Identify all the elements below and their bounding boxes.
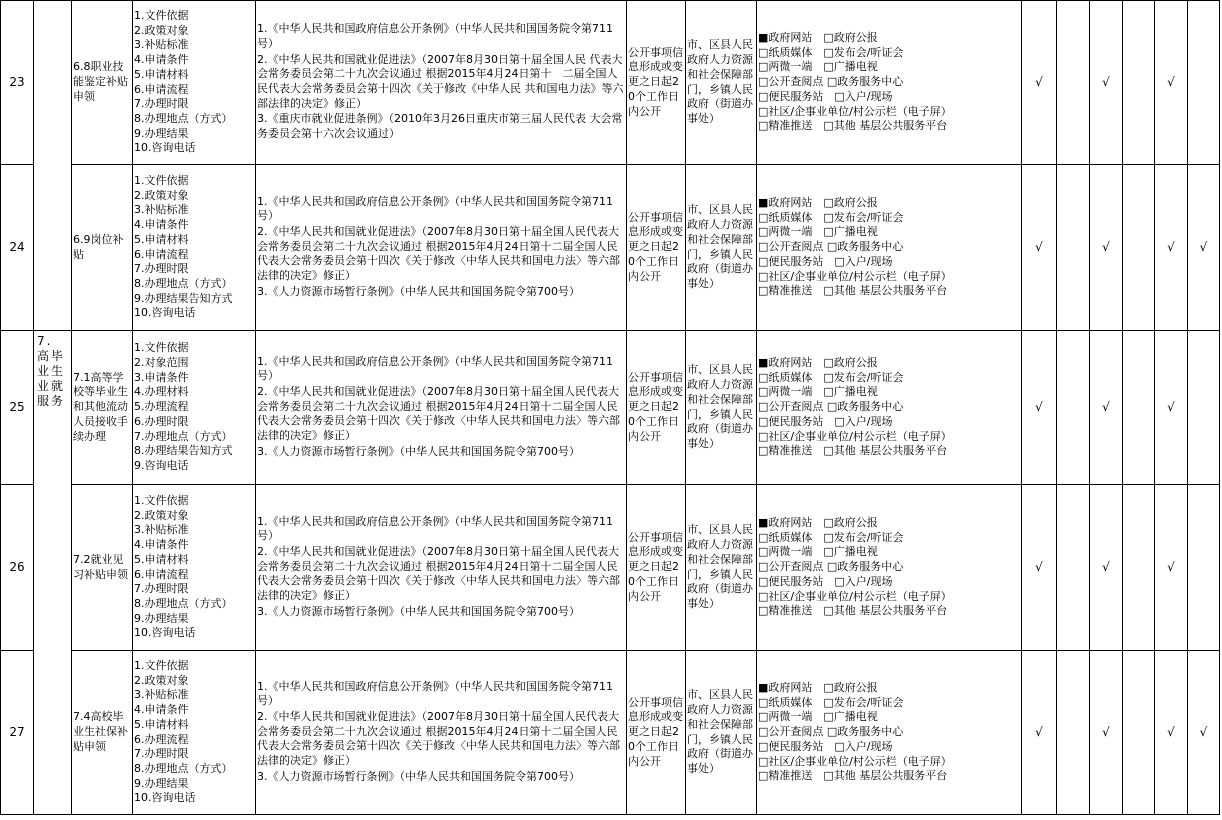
check-mark-cell: √ <box>1155 331 1188 485</box>
element-item: 7.办理时限 <box>134 262 189 276</box>
basis-item: 1.《中华人民共和国政府信息公开条例》（中华人民共和国国务院令第711号） <box>257 194 613 223</box>
disclosure-elements <box>133 1 256 165</box>
element-item: 6.办理时限 <box>134 414 189 428</box>
check-mark-cell: √ <box>1090 165 1123 331</box>
element-item: 1.文件依据 <box>134 658 189 672</box>
element-item: 5.申请材料 <box>134 717 189 731</box>
disclosure-subject <box>686 485 757 651</box>
channel-line: □便民服务站 □入户/现场 <box>758 414 893 428</box>
subject-text: 市、区县人民政府人力资源和社会保障部门，乡镇人民政府（街道办事处） <box>687 523 753 610</box>
element-item: 2.政策对象 <box>134 673 189 687</box>
element-item: 4.申请条件 <box>134 53 189 67</box>
row-number: 25 <box>1 331 34 485</box>
basis-item: 2.《中华人民共和国就业促进法》（2007年8月30日第十届全国人民 代表大会常务委员会第二十九次会议通过 根据2015年4月24日第十 二届全国人民代表大会常务委员会第十四次《关于修改《中华人民 共和国电力法》等六部法律的决定》修正） <box>257 52 624 110</box>
basis-item: 3.《人力资源市场暂行条例》（中华人民共和国国务院令第700号） <box>257 284 580 298</box>
basis-item: 3.《重庆市就业促进条例》（2010年3月26日重庆市第三届人民代表 大会常务委员会第十六次会议通过） <box>257 112 623 141</box>
check-mark-cell: √ <box>1090 331 1123 485</box>
basis-item: 1.《中华人民共和国政府信息公开条例》（中华人民共和国国务院令第711号） <box>257 22 613 50</box>
row-number: 24 <box>1 165 34 331</box>
check-mark-cell <box>1188 331 1220 485</box>
time-limit <box>627 485 686 651</box>
element-item: 2.政策对象 <box>134 508 189 522</box>
element-item: 4.办理材料 <box>134 385 189 399</box>
disclosure-channels <box>757 485 1022 651</box>
disclosure-subject <box>686 331 757 485</box>
check-mark-cell: √ <box>1090 1 1123 165</box>
time-limit-text: 公开事项信息形成或变更之日起20个工作日内公开 <box>628 695 683 768</box>
element-item: 5.申请材料 <box>134 552 189 566</box>
disclosure-basis <box>256 651 627 815</box>
disclosure-elements <box>133 485 256 651</box>
element-item: 8.办理地点（方式） <box>134 276 233 290</box>
disclosure-channels <box>757 1 1022 165</box>
time-limit-text: 公开事项信息形成或变更之日起20个工作日内公开 <box>628 370 683 443</box>
element-item: 1.文件依据 <box>134 341 189 355</box>
basis-item: 3.《人力资源市场暂行条例》（中华人民共和国国务院令第700号） <box>257 444 580 458</box>
check-mark-cell: √ <box>1022 165 1057 331</box>
element-item: 10.咨询电话 <box>134 791 196 805</box>
element-item: 9.办理结果 <box>134 611 189 625</box>
basis-item: 2.《中华人民共和国就业促进法》（2007年8月30日第十届全国人民代表大会常务委员会第二十九次会议通过 根据2015年4月24日第十二届全国人民代表大会常务委员会第十四次《关于修改〈中华人民共和国电力法〉等六部法律的决定》修正） <box>257 544 620 603</box>
element-item: 2.政策对象 <box>134 188 189 202</box>
channel-line: □纸质媒体 □发布会/听证会 <box>758 695 904 709</box>
basis-item: 2.《中华人民共和国就业促进法》（2007年8月30日第十届全国人民代表大会常务委员会第二十九次会议通过 根据2015年4月24日第十二届全国人民代表大会常务委员会第十四次《关于修改〈中华人民共和国电力法〉等六部法律的决定》修正） <box>257 224 620 283</box>
channel-line: □精准推送 □其他 基层公共服务平台 <box>758 444 948 458</box>
category-cell <box>34 331 72 815</box>
table-row <box>1 1 1220 165</box>
check-mark-cell: √ <box>1022 485 1057 651</box>
check-mark-cell: √ <box>1188 651 1220 815</box>
basis-item: 2.《中华人民共和国就业促进法》（2007年8月30日第十届全国人民代表大会常务委员会第二十九次会议通过 根据2015年4月24日第十二届全国人民代表大会常务委员会第十四次《关于修改〈中华人民共和国电力法〉等六部法律的决定》修正） <box>257 384 620 443</box>
element-item: 2.对象范围 <box>134 356 189 370</box>
check-mark-cell: √ <box>1155 651 1188 815</box>
element-item: 5.办理流程 <box>134 400 189 414</box>
element-item: 6.申请流程 <box>134 82 189 96</box>
disclosure-subject <box>686 165 757 331</box>
channel-line: □便民服务站 □入户/现场 <box>758 739 893 753</box>
time-limit-text: 公开事项信息形成或变更之日起20个工作日内公开 <box>628 530 683 603</box>
disclosure-elements <box>133 331 256 485</box>
time-limit <box>627 165 686 331</box>
item-name <box>72 165 133 331</box>
check-mark-cell <box>1057 651 1090 815</box>
basis-item: 1.《中华人民共和国政府信息公开条例》（中华人民共和国国务院令第711号） <box>257 354 613 383</box>
disclosure-channels <box>757 331 1022 485</box>
element-item: 3.补贴标准 <box>134 38 189 52</box>
row-number: 27 <box>1 651 34 815</box>
time-limit-text: 公开事项信息形成或变更之日起20个工作日内公开 <box>628 45 683 118</box>
channel-line: □公开查阅点 □政务服务中心 <box>758 560 904 574</box>
channel-line: □社区/企事业单位/村公示栏（电子屏） <box>758 104 952 118</box>
subject-text: 市、区县人民政府人力资源和社会保障部门，乡镇人民政府（街道办事处） <box>687 688 753 775</box>
check-mark-cell <box>1123 165 1155 331</box>
channel-line: ■政府网站 □政府公报 <box>758 681 878 695</box>
basis-item: 2.《中华人民共和国就业促进法》（2007年8月30日第十届全国人民代表大会常务委员会第二十九次会议通过 根据2015年4月24日第十二届全国人民代表大会常务委员会第十四次《关于修改〈中华人民共和国电力法〉等六部法律的决定》修正） <box>257 709 620 768</box>
channel-line: □社区/企事业单位/村公示栏（电子屏） <box>758 269 952 283</box>
element-item: 10.咨询电话 <box>134 626 196 640</box>
disclosure-elements <box>133 165 256 331</box>
category-cell-upper <box>34 1 72 331</box>
check-mark-cell <box>1188 485 1220 651</box>
table-row <box>1 331 1220 485</box>
disclosure-basis <box>256 165 627 331</box>
element-item: 6.办理流程 <box>134 732 189 746</box>
row-number: 26 <box>1 485 34 651</box>
channel-line: □两微一端 □广播电视 <box>758 385 878 399</box>
time-limit-text: 公开事项信息形成或变更之日起20个工作日内公开 <box>628 210 683 283</box>
channel-line: □公开查阅点 □政务服务中心 <box>758 725 904 739</box>
disclosure-channels <box>757 651 1022 815</box>
element-item: 9.办理结果 <box>134 776 189 790</box>
check-mark-cell: √ <box>1155 485 1188 651</box>
table-row <box>1 485 1220 651</box>
subject-text: 市、区县人民政府人力资源和社会保障部门，乡镇人民政府（街道办事处） <box>687 38 753 125</box>
check-mark-cell: √ <box>1022 1 1057 165</box>
element-item: 8.办理地点（方式） <box>134 596 233 610</box>
element-item: 3.补贴标准 <box>134 203 189 217</box>
channel-line: □社区/企事业单位/村公示栏（电子屏） <box>758 589 952 603</box>
disclosure-basis <box>256 1 627 165</box>
element-item: 10.咨询电话 <box>134 141 196 155</box>
channel-line: □便民服务站 □入户/现场 <box>758 574 893 588</box>
check-mark-cell <box>1057 485 1090 651</box>
channel-line: □纸质媒体 □发布会/听证会 <box>758 370 904 384</box>
time-limit <box>627 331 686 485</box>
time-limit <box>627 1 686 165</box>
check-mark-cell <box>1057 165 1090 331</box>
channel-line: □便民服务站 □入户/现场 <box>758 89 893 103</box>
element-item: 1.文件依据 <box>134 173 189 187</box>
channel-line: □两微一端 □广播电视 <box>758 545 878 559</box>
check-mark-cell: √ <box>1022 651 1057 815</box>
channel-line: □纸质媒体 □发布会/听证会 <box>758 210 904 224</box>
element-item: 1.文件依据 <box>134 493 189 507</box>
time-limit <box>627 651 686 815</box>
check-mark-cell <box>1057 1 1090 165</box>
check-mark-cell <box>1123 1 1155 165</box>
item-name <box>72 485 133 651</box>
channel-line: □公开查阅点 □政务服务中心 <box>758 75 904 89</box>
element-item: 6.申请流程 <box>134 247 189 261</box>
channel-line: □社区/企事业单位/村公示栏（电子屏） <box>758 754 952 768</box>
item-name <box>72 331 133 485</box>
element-item: 4.申请条件 <box>134 218 189 232</box>
element-item: 7.办理时限 <box>134 747 189 761</box>
channel-line: □纸质媒体 □发布会/听证会 <box>758 45 904 59</box>
channel-line: □两微一端 □广播电视 <box>758 60 878 74</box>
disclosure-basis <box>256 485 627 651</box>
table-row <box>1 165 1220 331</box>
element-item: 8.办理结果告知方式 <box>134 444 233 458</box>
check-mark-cell: √ <box>1022 331 1057 485</box>
element-item: 4.申请条件 <box>134 703 189 717</box>
channel-line: ■政府网站 □政府公报 <box>758 31 878 45</box>
basis-item: 3.《人力资源市场暂行条例》（中华人民共和国国务院令第700号） <box>257 604 580 618</box>
channel-line: □精准推送 □其他 基层公共服务平台 <box>758 119 948 133</box>
element-item: 9.办理结果告知方式 <box>134 291 233 305</box>
basis-item: 3.《人力资源市场暂行条例》（中华人民共和国国务院令第700号） <box>257 769 580 783</box>
channel-line: □两微一端 □广播电视 <box>758 225 878 239</box>
item-name-text: 7.2就业见习补贴申领 <box>73 552 128 581</box>
element-item: 1.文件依据 <box>134 8 189 22</box>
element-item: 3.申请条件 <box>134 370 189 384</box>
item-name-text: 7.1高等学校等毕业生和其他流动人员接收手续办理 <box>73 370 128 443</box>
channel-line: □纸质媒体 □发布会/听证会 <box>758 530 904 544</box>
element-item: 7.办理地点（方式） <box>134 429 233 443</box>
element-item: 5.申请材料 <box>134 67 189 81</box>
subject-text: 市、区县人民政府人力资源和社会保障部门，乡镇人民政府（街道办事处） <box>687 363 753 450</box>
check-mark-cell <box>1188 1 1220 165</box>
disclosure-basis <box>256 331 627 485</box>
check-mark-cell <box>1057 331 1090 485</box>
element-item: 4.申请条件 <box>134 538 189 552</box>
channel-line: □两微一端 □广播电视 <box>758 710 878 724</box>
channel-line: □便民服务站 □入户/现场 <box>758 254 893 268</box>
channel-line: ■政府网站 □政府公报 <box>758 196 878 210</box>
subject-text: 市、区县人民政府人力资源和社会保障部门，乡镇人民政府（街道办事处） <box>687 203 753 290</box>
item-name-text: 6.8职业技能鉴定补贴申领 <box>73 60 128 103</box>
check-mark-cell <box>1123 331 1155 485</box>
channel-line: ■政府网站 □政府公报 <box>758 516 878 530</box>
row-number: 23 <box>1 1 34 165</box>
basis-item: 1.《中华人民共和国政府信息公开条例》（中华人民共和国国务院令第711号） <box>257 679 613 708</box>
disclosure-subject <box>686 1 757 165</box>
channel-line: □社区/企事业单位/村公示栏（电子屏） <box>758 429 952 443</box>
table-row <box>1 651 1220 815</box>
disclosure-elements <box>133 651 256 815</box>
check-mark-cell: √ <box>1090 651 1123 815</box>
element-item: 3.补贴标准 <box>134 523 189 537</box>
channel-line: ■政府网站 □政府公报 <box>758 356 878 370</box>
element-item: 6.申请流程 <box>134 567 189 581</box>
check-mark-cell: √ <box>1090 485 1123 651</box>
channel-line: □公开查阅点 □政务服务中心 <box>758 240 904 254</box>
item-name-text: 6.9岗位补贴 <box>73 232 124 261</box>
element-item: 8.办理地点（方式） <box>134 111 233 125</box>
item-name <box>72 1 133 165</box>
element-item: 8.办理地点（方式） <box>134 761 233 775</box>
check-mark-cell: √ <box>1155 1 1188 165</box>
channel-line: □精准推送 □其他 基层公共服务平台 <box>758 604 948 618</box>
check-mark-cell: √ <box>1188 165 1220 331</box>
element-item: 9.咨询电话 <box>134 458 189 472</box>
check-mark-cell <box>1123 651 1155 815</box>
category-label: 7. 高毕业生业就服务 <box>37 334 66 408</box>
element-item: 2.政策对象 <box>134 23 189 37</box>
element-item: 5.申请材料 <box>134 232 189 246</box>
check-mark-cell: √ <box>1155 165 1188 331</box>
item-name <box>72 651 133 815</box>
element-item: 7.办理时限 <box>134 97 189 111</box>
check-mark-cell <box>1123 485 1155 651</box>
element-item: 7.办理时限 <box>134 582 189 596</box>
table-body <box>1 1 1220 815</box>
channel-line: □公开查阅点 □政务服务中心 <box>758 400 904 414</box>
element-item: 9.办理结果 <box>134 126 189 140</box>
disclosure-channels <box>757 165 1022 331</box>
item-name-text: 7.4高校毕业生社保补贴申领 <box>73 710 128 753</box>
channel-line: □精准推送 □其他 基层公共服务平台 <box>758 284 948 298</box>
element-item: 10.咨询电话 <box>134 306 196 320</box>
disclosure-subject <box>686 651 757 815</box>
element-item: 3.补贴标准 <box>134 688 189 702</box>
channel-line: □精准推送 □其他 基层公共服务平台 <box>758 769 948 783</box>
basis-item: 1.《中华人民共和国政府信息公开条例》（中华人民共和国国务院令第711号） <box>257 514 613 543</box>
